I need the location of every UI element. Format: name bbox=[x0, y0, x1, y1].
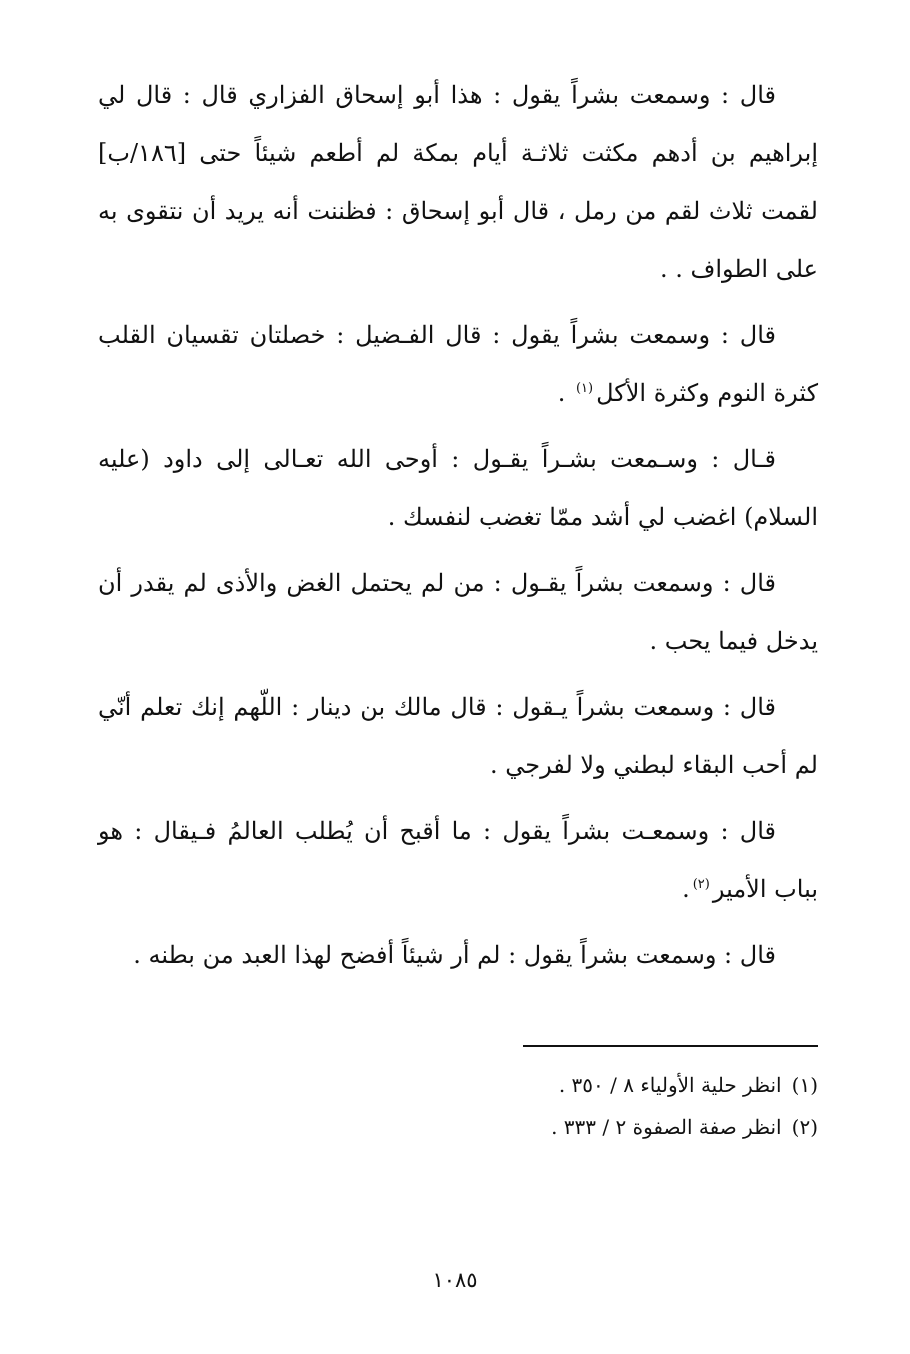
footnote-ref-2: (٢) bbox=[692, 877, 710, 892]
footnotes bbox=[98, 1064, 818, 1148]
footnote-2 bbox=[98, 1106, 818, 1148]
page-number: ١٠٨٥ bbox=[432, 1268, 478, 1292]
paragraph-7-text: قال : وسمعت بشراً يقول : لم أر شيئاً أفضح لهذا العبد من بطنه . bbox=[133, 941, 776, 969]
paragraph-2-text: قال : وسمعت بشراً يقول : قال الفـضيل : خصلتان تقسيان القلب كثرة النوم وكثرة الأكل bbox=[98, 321, 818, 407]
paragraph-1-text: قال : وسمعت بشراً يقول : هذا أبو إسحاق الفزاري قال : قال لي إبراهيم بن أدهم مكثت ثلاثـة أيام بمكة لم أطعم شيئاً حتى [١٨٦/ب] لقمت ثلاث لقم من رمل ، قال أبو إسحاق : فظننت أنه يريد أن نتقوى به على الطواف . . bbox=[98, 81, 818, 283]
paragraph-7 bbox=[98, 926, 818, 984]
footnote-1-text: انظر حلية الأولياء ٨ / ٣٥٠ . bbox=[558, 1073, 782, 1097]
paragraph-4 bbox=[98, 554, 818, 670]
paragraph-5 bbox=[98, 678, 818, 794]
paragraph-6-text: قال : وسمعـت بشراً يقول : ما أقبح أن يُطلب العالمُ فـيقال : هو بباب الأمير bbox=[98, 817, 818, 903]
paragraph-1 bbox=[98, 66, 818, 298]
footnote-2-number: (٢) bbox=[791, 1115, 818, 1139]
footnote-2-text: انظر صفة الصفوة ٢ / ٣٣٣ . bbox=[551, 1115, 782, 1139]
paragraph-2-tail: . bbox=[557, 379, 573, 407]
paragraph-3-text: قـال : وسـمعت بشـراً يقـول : أوحى الله تعـالى إلى داود (عليه السلام) اغضب لي أشد ممّا تغضب لنفسك . bbox=[98, 445, 818, 531]
paragraph-4-text: قال : وسمعت بشراً يقـول : من لم يحتمل الغض والأذى لم يقدر أن يدخل فيما يحب . bbox=[98, 569, 818, 655]
paragraph-2 bbox=[98, 306, 818, 422]
paragraph-3 bbox=[98, 430, 818, 546]
footnote-1-number: (١) bbox=[791, 1073, 818, 1097]
paragraph-5-text: قال : وسمعت بشراً يـقول : قال مالك بن دينار : اللّهم إنك تعلم أنّي لم أحب البقاء لبطني ولا لفرجي . bbox=[98, 693, 818, 779]
paragraph-6 bbox=[98, 802, 818, 918]
main-text bbox=[98, 66, 818, 992]
footnote-ref-1: (١) bbox=[575, 381, 594, 396]
footnote-1 bbox=[98, 1064, 818, 1106]
footnote-divider bbox=[523, 1045, 818, 1047]
paragraph-6-tail: . bbox=[682, 875, 690, 903]
